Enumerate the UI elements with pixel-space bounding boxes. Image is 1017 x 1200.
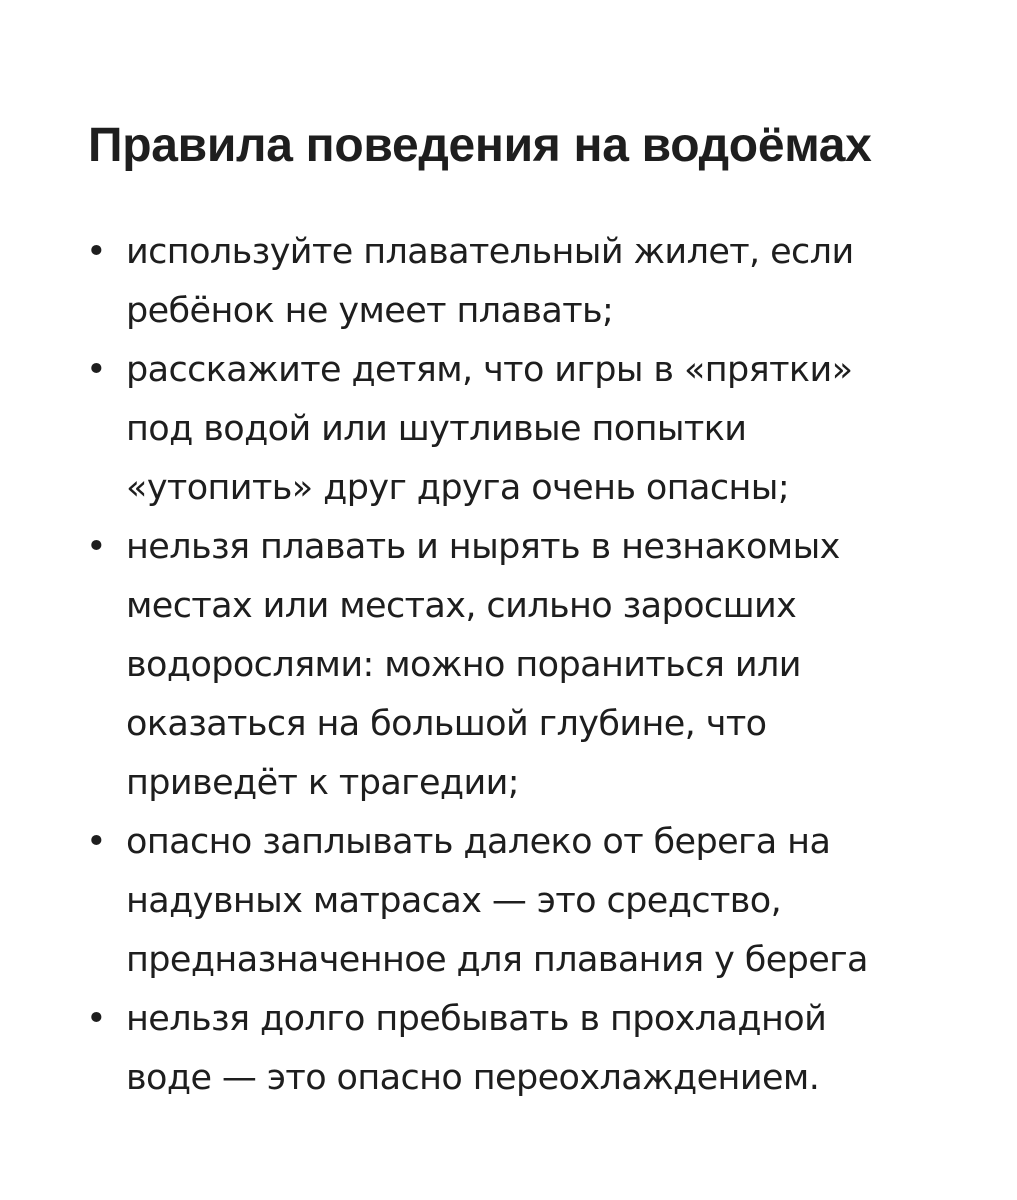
bullet-icon: • [86, 350, 107, 390]
list-item-line: нельзя плавать и нырять в незнакомых [126, 527, 840, 567]
bullet-icon: • [86, 822, 107, 862]
list-item-line: ребёнок не умеет плавать; [126, 291, 614, 331]
bullet-icon: • [86, 999, 107, 1039]
list-item [86, 813, 918, 990]
page-title: Правила поведения на водоёмах [88, 119, 872, 172]
list-item [86, 223, 918, 341]
rules-list [86, 223, 918, 1108]
list-item-line: надувных матрасах — это средство, [126, 881, 782, 921]
list-item-line: расскажите детям, что игры в «прятки» [126, 350, 853, 390]
list-item-line: оказаться на большой глубине, что [126, 704, 767, 744]
list-item-line: приведёт к трагедии; [126, 763, 519, 803]
list-item [86, 518, 918, 813]
bullet-icon: • [86, 527, 107, 567]
list-item [86, 341, 918, 518]
list-item-line: нельзя долго пребывать в прохладной [126, 999, 827, 1039]
list-item-line: предназначенное для плавания у берега [126, 940, 868, 980]
list-item-line: «утопить» друг друга очень опасны; [126, 468, 790, 508]
list-item-line: используйте плавательный жилет, если [126, 232, 854, 272]
list-item [86, 990, 918, 1108]
list-item-line: под водой или шутливые попытки [126, 409, 747, 449]
list-item-line: водорослями: можно пораниться или [126, 645, 801, 685]
list-item-line: воде — это опасно переохлаждением. [126, 1058, 820, 1098]
bullet-icon: • [86, 232, 107, 272]
list-item-line: местах или местах, сильно заросших [126, 586, 797, 626]
list-item-line: опасно заплывать далеко от берега на [126, 822, 831, 862]
